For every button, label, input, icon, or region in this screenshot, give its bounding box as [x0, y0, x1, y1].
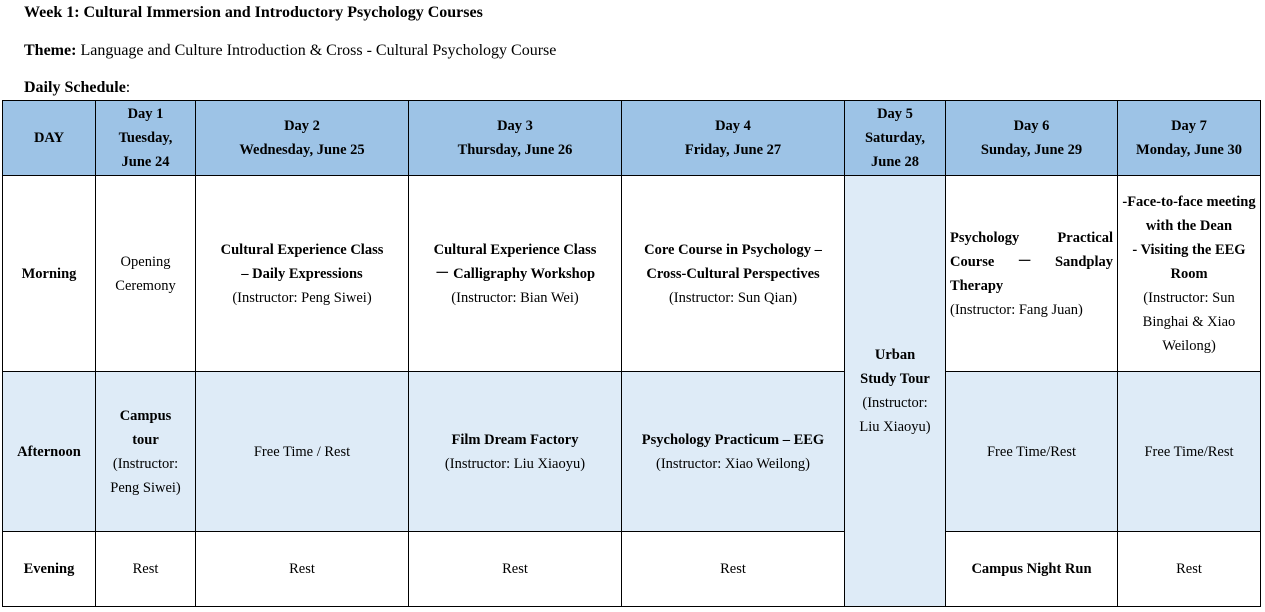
header-day-3: Day 3 Thursday, June 26 — [409, 101, 622, 176]
evening-day-4: Rest — [622, 532, 845, 607]
morning-day-7-instructor: (Instructor: Sun Binghai & Xiao Weilong) — [1142, 289, 1236, 354]
theme-label: Theme: — [24, 42, 77, 59]
header-day-4: Day 4 Friday, June 27 — [622, 101, 845, 176]
daily-schedule-heading — [24, 79, 130, 97]
header-row — [3, 101, 1261, 176]
afternoon-day-4-instructor: (Instructor: Xiao Weilong) — [656, 455, 810, 472]
evening-day-7: Rest — [1118, 532, 1261, 607]
day-5-instructor: (Instructor: Liu Xiaoyu) — [859, 395, 931, 435]
daily-schedule-colon: : — [125, 79, 131, 96]
afternoon-day-4-title: Psychology Practicum – EEG — [641, 431, 825, 448]
morning-row — [3, 176, 1261, 372]
morning-day-6 — [946, 176, 1118, 372]
header-day-6: Day 6 Sunday, June 29 — [946, 101, 1118, 176]
schedule-table — [2, 100, 1261, 607]
morning-day-2-title: Cultural Experience Class – Daily Expressions — [220, 241, 384, 282]
afternoon-day-2: Free Time / Rest — [196, 372, 409, 532]
afternoon-row — [3, 372, 1261, 532]
morning-day-7 — [1118, 176, 1261, 372]
morning-day-3 — [409, 176, 622, 372]
afternoon-day-3-title: Film Dream Factory — [451, 431, 579, 448]
theme-text: Language and Culture Introduction & Cross - Cultural Psychology Course — [76, 42, 557, 59]
evening-day-3: Rest — [409, 532, 622, 607]
morning-day-7-title: -Face-to-face meeting with the Dean - Visiting the EEG Room — [1122, 193, 1256, 282]
afternoon-day-4 — [622, 372, 845, 532]
header-day-col: DAY — [3, 101, 96, 176]
afternoon-day-7: Free Time/Rest — [1118, 372, 1261, 532]
morning-day-4-instructor: (Instructor: Sun Qian) — [668, 289, 798, 306]
row-label-evening: Evening — [3, 532, 96, 607]
afternoon-day-3-instructor: (Instructor: Liu Xiaoyu) — [444, 455, 586, 472]
evening-day-1: Rest — [96, 532, 196, 607]
evening-day-2: Rest — [196, 532, 409, 607]
morning-day-3-instructor: (Instructor: Bian Wei) — [451, 289, 579, 306]
morning-day-4 — [622, 176, 845, 372]
morning-day-6-instructor: (Instructor: Fang Juan) — [950, 301, 1083, 318]
afternoon-day-1-instructor: (Instructor: Peng Siwei) — [110, 455, 181, 496]
afternoon-day-1-title: Campus tour — [119, 407, 172, 448]
day-5-title: Urban Study Tour — [860, 347, 930, 387]
theme-line — [24, 42, 556, 60]
row-label-afternoon: Afternoon — [3, 372, 96, 532]
afternoon-day-1 — [96, 372, 196, 532]
header-day-7: Day 7 Monday, June 30 — [1118, 101, 1261, 176]
evening-row — [3, 532, 1261, 607]
daily-schedule-label: Daily Schedule — [24, 79, 126, 96]
afternoon-day-6: Free Time/Rest — [946, 372, 1118, 532]
day-5-urban-study-tour — [845, 176, 946, 607]
afternoon-day-3 — [409, 372, 622, 532]
morning-day-1: Opening Ceremony — [96, 176, 196, 372]
morning-day-3-title: Cultural Experience Class － Calligraphy Workshop — [433, 241, 597, 282]
header-day-5: Day 5 Saturday, June 28 — [845, 101, 946, 176]
evening-day-6: Campus Night Run — [946, 532, 1118, 607]
morning-day-2-instructor: (Instructor: Peng Siwei) — [232, 289, 372, 306]
morning-day-4-title: Core Course in Psychology – Cross-Cultural Perspectives — [644, 241, 822, 282]
morning-day-2 — [196, 176, 409, 372]
header-day-1: Day 1 Tuesday, June 24 — [96, 101, 196, 176]
header-day-2: Day 2 Wednesday, June 25 — [196, 101, 409, 176]
week-title: Week 1: Cultural Immersion and Introductory Psychology Courses — [24, 4, 483, 21]
row-label-morning: Morning — [3, 176, 96, 372]
morning-day-6-title: Psychology Practical Course － Sandplay Therapy — [950, 229, 1113, 294]
